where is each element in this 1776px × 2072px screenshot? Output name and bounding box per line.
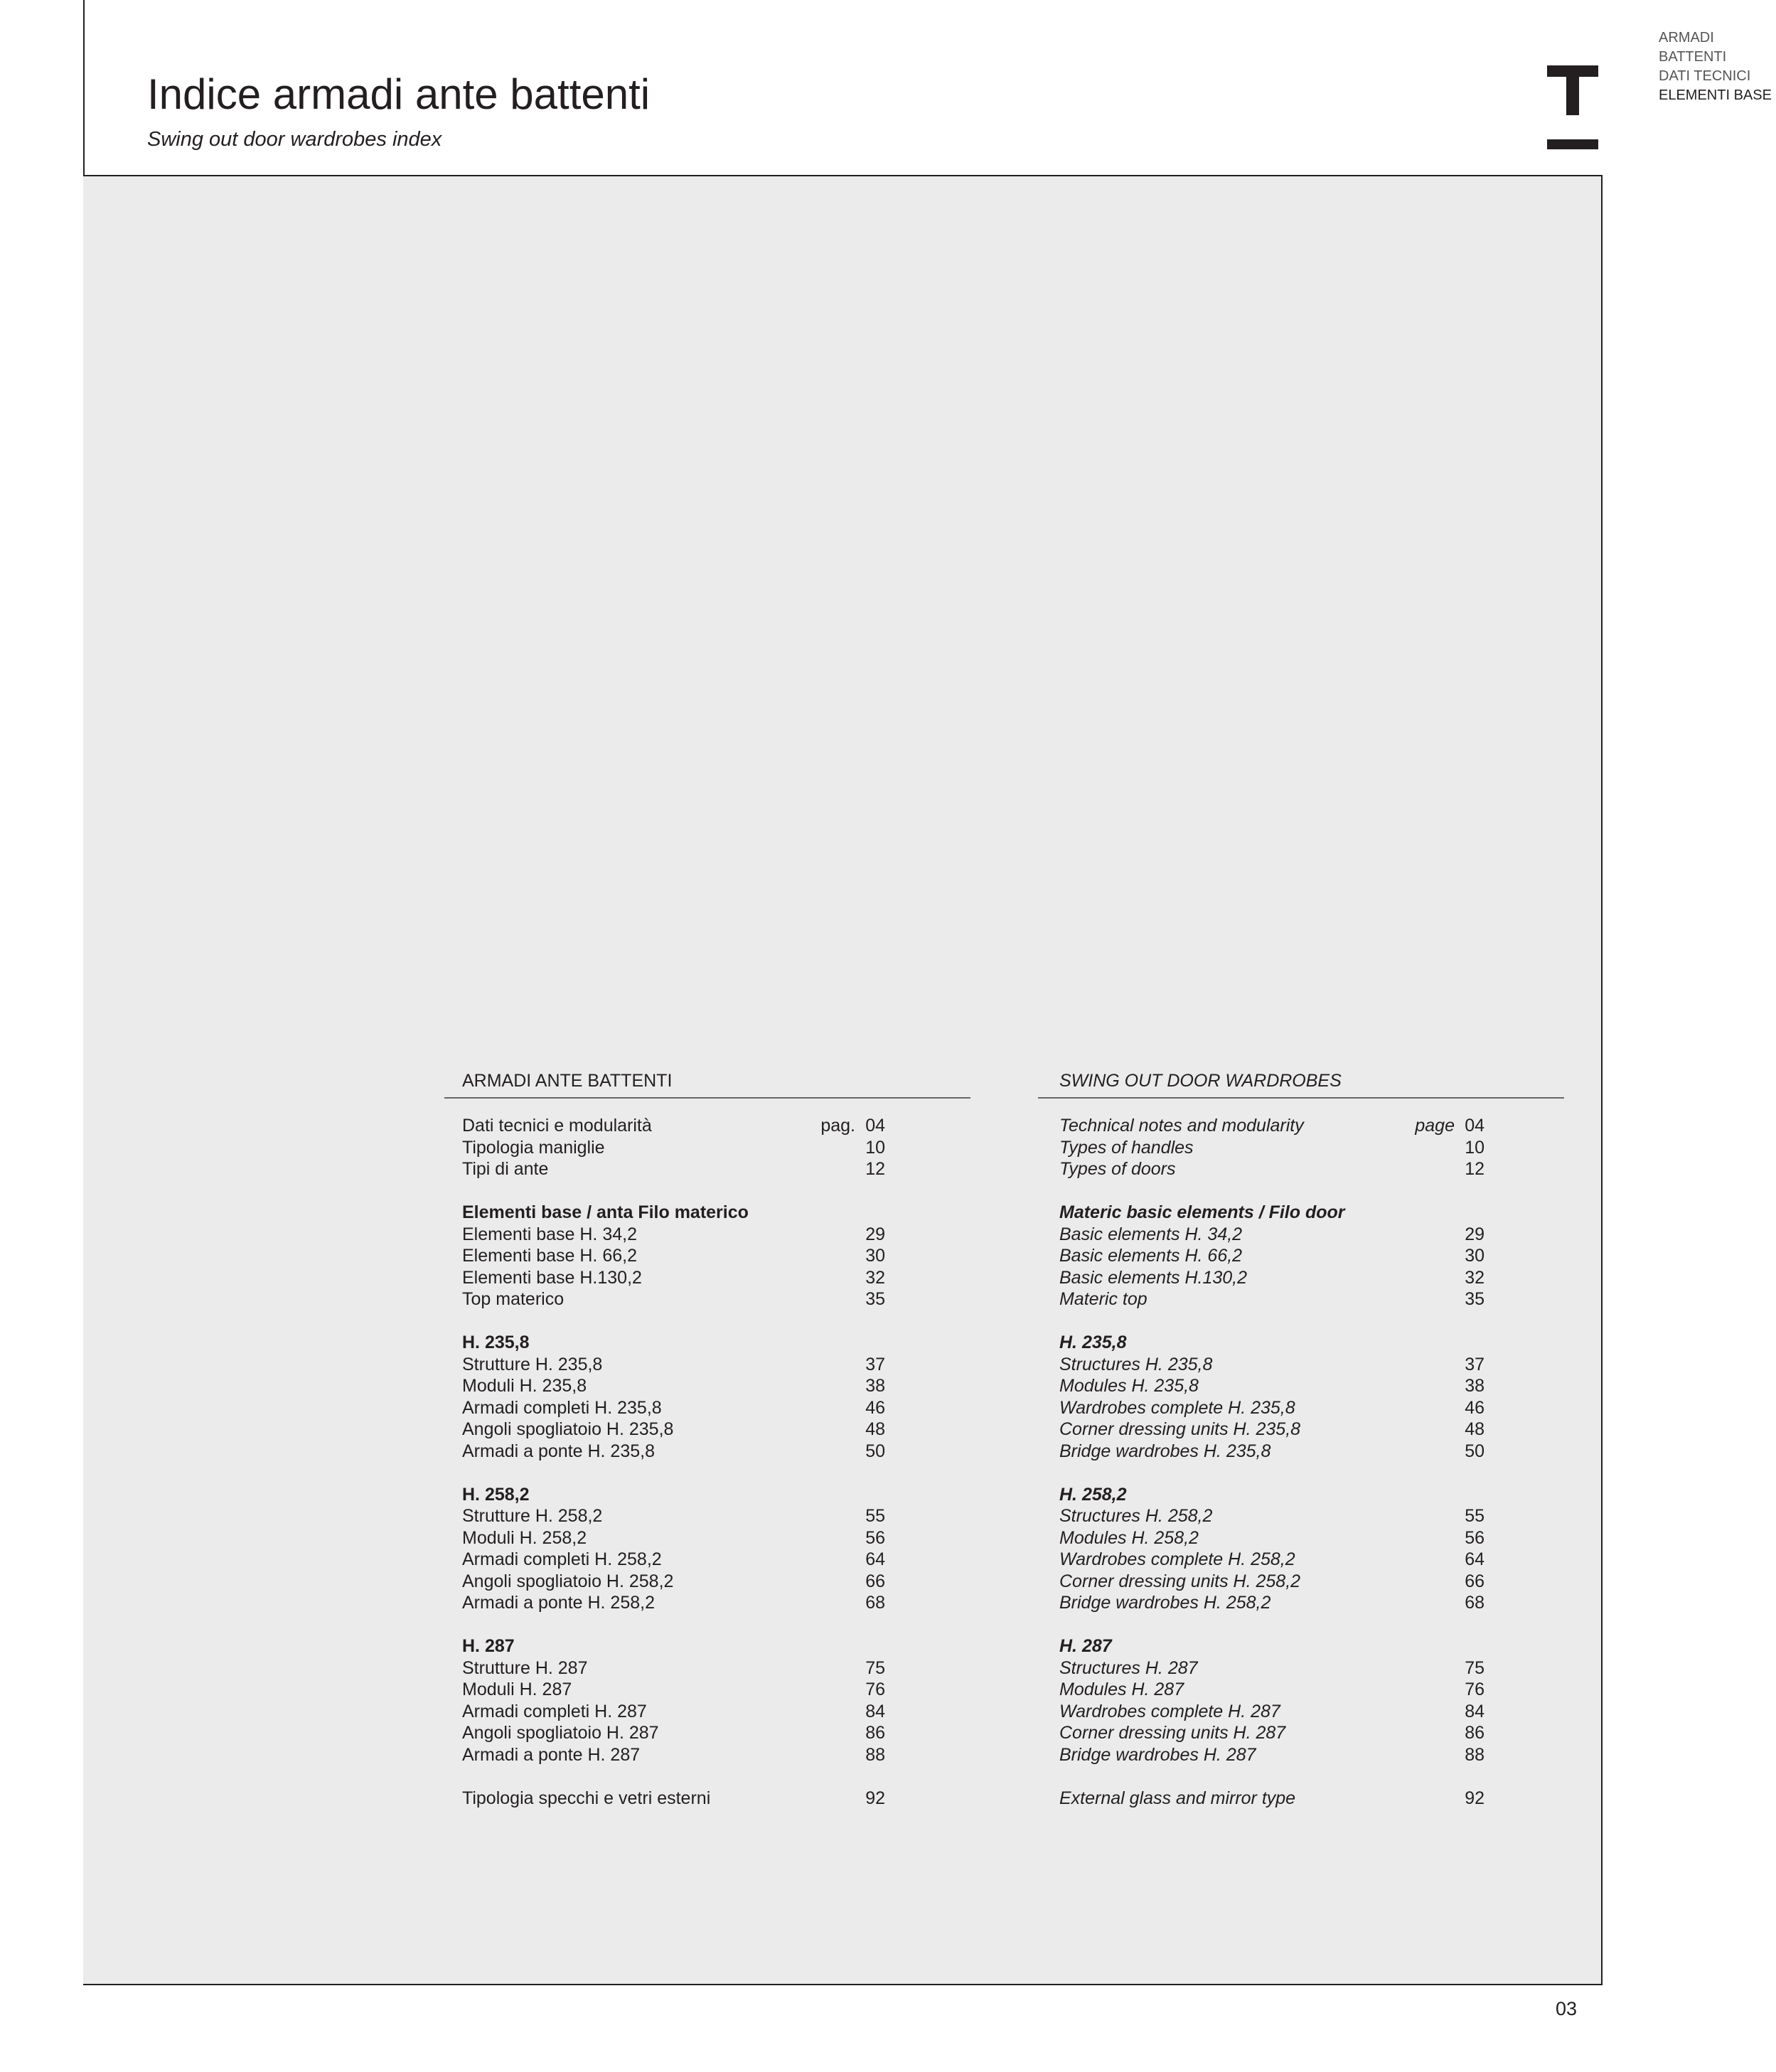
index-entry-label: H. 287 [1059,1636,1112,1656]
index-entry-label: Structures H. 258,2 [1059,1506,1213,1526]
index-entry-label: Modules H. 235,8 [1059,1376,1199,1396]
heading-rule [444,1097,970,1099]
index-entry[interactable] [1038,1158,1564,1180]
index-entry-page: 48 [865,1419,885,1439]
index-entry[interactable] [444,1267,970,1289]
index-entry[interactable] [444,1245,970,1267]
index-entry-label: Armadi a ponte H. 258,2 [462,1593,655,1613]
index-entry[interactable] [444,1527,970,1549]
index-entry-label: Elementi base H.130,2 [462,1267,642,1288]
index-entry[interactable] [1038,1115,1564,1137]
index-entry-page: 86 [865,1723,885,1743]
index-entry-label: Structures H. 287 [1059,1657,1198,1678]
index-entry-page: 30 [1465,1246,1485,1266]
index-entry-label: Armadi completi H. 235,8 [462,1397,662,1418]
index-entry[interactable] [444,1375,970,1397]
page-number: 03 [1556,1998,1578,2019]
index-entry[interactable] [1038,1701,1564,1723]
index-entry-page: 50 [865,1441,885,1461]
index-entry[interactable] [1038,1441,1564,1463]
index-entry-page: 84 [865,1701,885,1721]
index-entry[interactable] [1038,1267,1564,1289]
index-entry[interactable] [1038,1245,1564,1267]
page-subtitle: Swing out door wardrobes index [147,128,442,151]
row-spacer [1038,1310,1564,1333]
index-entry-page: 48 [1465,1419,1485,1439]
index-entry-label: Wardrobes complete H. 235,8 [1059,1397,1295,1418]
index-entry-page: 55 [1465,1506,1485,1526]
index-entry-page: 12 [1465,1159,1485,1179]
index-entry-page: 29 [1465,1224,1485,1244]
index-entry-page: 68 [1465,1593,1485,1613]
index-entry-label: Tipologia maniglie [462,1137,605,1158]
index-entry-label: Wardrobes complete H. 287 [1059,1701,1280,1721]
row-spacer [1038,1766,1564,1788]
index-entry-page: 38 [1465,1376,1485,1396]
index-entry[interactable] [1038,1744,1564,1766]
index-entry[interactable] [444,1115,970,1137]
index-entry-label: Strutture H. 235,8 [462,1354,603,1374]
index-entry-label: Modules H. 258,2 [1059,1527,1199,1548]
index-entry-label: Moduli H. 258,2 [462,1527,587,1548]
index-entry-page: 64 [1465,1549,1485,1569]
index-entry[interactable] [444,1441,970,1463]
index-entry[interactable] [444,1722,970,1744]
index-entry-page: 75 [1465,1657,1485,1678]
row-spacer [1038,1180,1564,1202]
brand-t-logo [1547,65,1598,149]
index-entry-label: Corner dressing units H. 258,2 [1059,1571,1301,1591]
index-entry[interactable] [1038,1657,1564,1680]
index-entry[interactable] [1038,1679,1564,1701]
index-entry-page: 64 [865,1549,885,1569]
index-rows-english [1038,1115,1564,1809]
index-entry-page: 76 [865,1680,885,1699]
section-nav-item[interactable]: DATI TECNICI [1659,68,1751,84]
index-entry[interactable] [444,1224,970,1246]
index-entry-label: Materic top [1059,1289,1148,1309]
index-rows-italian [444,1115,970,1809]
index-entry-label: Armadi a ponte H. 235,8 [462,1441,655,1461]
index-entry-page: 66 [1465,1571,1485,1591]
index-entry-page: 84 [1465,1701,1485,1721]
index-entry[interactable] [1038,1788,1564,1810]
section-nav-item[interactable]: BATTENTI [1659,49,1727,65]
row-spacer [1038,1614,1564,1636]
index-entry-page: 38 [865,1376,885,1396]
index-entry-page: 68 [865,1593,885,1613]
index-group-heading [1038,1332,1564,1354]
index-group-heading [444,1484,970,1506]
index-entry[interactable] [1038,1571,1564,1593]
index-entry-label: Tipologia specchi e vetri esterni [462,1788,711,1808]
index-entry[interactable] [444,1288,970,1310]
index-panel [83,176,1603,1985]
index-entry[interactable] [444,1571,970,1593]
index-entry-label: Elementi base / anta Filo materico [462,1202,749,1222]
index-entry[interactable] [1038,1419,1564,1441]
index-entry-page: 88 [865,1744,885,1765]
index-entry-page: 10 [865,1137,885,1158]
index-entry[interactable] [1038,1592,1564,1614]
index-entry-label: Angoli spogliatoio H. 258,2 [462,1571,674,1591]
index-entry-label: Dati tecnici e modularità [462,1116,652,1136]
index-entry-label: Basic elements H. 66,2 [1059,1246,1243,1266]
index-entry[interactable] [1038,1288,1564,1310]
index-entry-page: 46 [865,1397,885,1418]
left-border-line [83,0,85,176]
index-entry-label: Angoli spogliatoio H. 235,8 [462,1419,674,1439]
section-nav [1659,28,1772,105]
index-entry-label: Types of doors [1059,1159,1176,1179]
index-entry-page: 04 [1465,1116,1485,1136]
index-entry[interactable] [444,1354,970,1376]
index-entry-label: Moduli H. 235,8 [462,1376,587,1396]
index-entry[interactable] [444,1505,970,1527]
index-entry-page: 37 [865,1354,885,1374]
index-entry-label: Materic basic elements / Filo door [1059,1202,1345,1222]
index-entry-page: 37 [1465,1354,1485,1374]
index-group-heading [1038,1202,1564,1224]
index-entry-label: Top materico [462,1289,565,1309]
index-entry[interactable] [444,1419,970,1441]
index-entry[interactable] [444,1788,970,1810]
index-heading-italian: ARMADI ANTE BATTENTI [462,1071,673,1091]
row-spacer [444,1766,970,1788]
index-entry-page: 92 [1465,1788,1485,1808]
page-title: Indice armadi ante battenti [147,70,651,118]
index-entry[interactable] [1038,1505,1564,1527]
index-entry-label: H. 258,2 [462,1484,530,1505]
index-entry-page: 32 [1465,1267,1485,1288]
index-entry-label: Armadi completi H. 258,2 [462,1549,662,1569]
index-entry-label: Structures H. 235,8 [1059,1354,1213,1374]
index-entry-label: Bridge wardrobes H. 235,8 [1059,1441,1271,1461]
section-nav-item-active[interactable]: ELEMENTI BASE [1659,87,1772,103]
index-entry[interactable] [444,1657,970,1680]
index-entry[interactable] [1038,1375,1564,1397]
index-entry-page: 55 [865,1506,885,1526]
index-entry-page: 56 [1465,1527,1485,1548]
section-nav-item[interactable]: ARMADI [1659,30,1714,46]
row-spacer [1038,1462,1564,1484]
index-entry-label: Angoli spogliatoio H. 287 [462,1723,659,1743]
index-entry-label: H. 235,8 [462,1333,530,1352]
index-entry-page: 29 [865,1224,885,1244]
index-entry[interactable] [1038,1224,1564,1246]
index-entry[interactable] [444,1397,970,1419]
index-entry-label: Bridge wardrobes H. 287 [1059,1744,1256,1765]
index-entry-page: 35 [1465,1289,1485,1309]
row-spacer [444,1462,970,1484]
index-entry[interactable] [1038,1722,1564,1744]
index-entry-label: Elementi base H. 34,2 [462,1224,637,1244]
index-group-heading [1038,1484,1564,1506]
row-spacer [444,1614,970,1636]
index-entry-page: 10 [1465,1137,1485,1158]
row-spacer [444,1310,970,1333]
index-column-italian [444,1065,970,1809]
index-entry-label: Types of handles [1059,1137,1194,1158]
index-entry[interactable] [444,1679,970,1701]
index-entry-label: Bridge wardrobes H. 258,2 [1059,1593,1271,1613]
index-entry[interactable] [1038,1549,1564,1571]
index-entry[interactable] [444,1592,970,1614]
index-entry[interactable] [444,1549,970,1571]
index-entry-label: H. 258,2 [1059,1484,1127,1505]
index-entry-label: Elementi base H. 66,2 [462,1246,637,1266]
index-group-heading [444,1635,970,1657]
index-entry-label: Tipi di ante [462,1159,549,1179]
index-entry-label: Armadi a ponte H. 287 [462,1744,641,1765]
index-entry-label: Corner dressing units H. 287 [1059,1723,1286,1743]
index-entry-page: 56 [865,1527,885,1548]
index-entry-page: 12 [865,1159,885,1179]
index-entry-page: 46 [1465,1397,1485,1418]
index-group-heading [444,1202,970,1224]
index-entry-label: Basic elements H. 34,2 [1059,1224,1243,1244]
index-entry-page: 75 [865,1657,885,1678]
index-entry[interactable] [1038,1354,1564,1376]
index-entry[interactable] [1038,1397,1564,1419]
index-entry-label: H. 287 [462,1636,515,1656]
index-entry-page: 35 [865,1289,885,1309]
index-heading-english: SWING OUT DOOR WARDROBES [1059,1071,1342,1091]
index-entry-label: Armadi completi H. 287 [462,1701,647,1721]
row-spacer [444,1180,970,1202]
index-entry-page: 76 [1465,1680,1485,1699]
index-entry[interactable] [444,1137,970,1159]
index-group-heading [1038,1635,1564,1657]
index-entry-page: 86 [1465,1723,1485,1743]
index-entry[interactable] [444,1744,970,1766]
index-group-heading [444,1332,970,1354]
index-entry-label: Corner dressing units H. 235,8 [1059,1419,1301,1439]
index-entry-label: Moduli H. 287 [462,1680,572,1699]
index-entry-label: Modules H. 287 [1059,1680,1184,1699]
index-entry-page: 04 [865,1116,885,1136]
index-entry-page: 50 [1465,1441,1485,1461]
index-entry-label: Technical notes and modularity [1059,1116,1304,1136]
index-entry-page: 88 [1465,1744,1485,1765]
index-entry[interactable] [1038,1137,1564,1159]
index-entry[interactable] [444,1158,970,1180]
index-entry-page: 32 [865,1267,885,1288]
index-entry[interactable] [1038,1527,1564,1549]
index-entry[interactable] [444,1701,970,1723]
index-entry-label: Basic elements H.130,2 [1059,1267,1248,1288]
index-entry-label: External glass and mirror type [1059,1788,1296,1808]
heading-rule [1038,1097,1564,1099]
index-entry-page: 92 [865,1788,885,1808]
index-entry-label: Wardrobes complete H. 258,2 [1059,1549,1295,1569]
index-entry-label: Strutture H. 287 [462,1657,588,1678]
page-prefix: pag. [820,1116,855,1136]
index-entry-label: H. 235,8 [1059,1333,1127,1352]
index-entry-label: Strutture H. 258,2 [462,1506,603,1526]
index-entry-page: 66 [865,1571,885,1591]
page-prefix: page [1415,1116,1455,1136]
index-entry-page: 30 [865,1246,885,1266]
index-column-english [1038,1065,1564,1809]
